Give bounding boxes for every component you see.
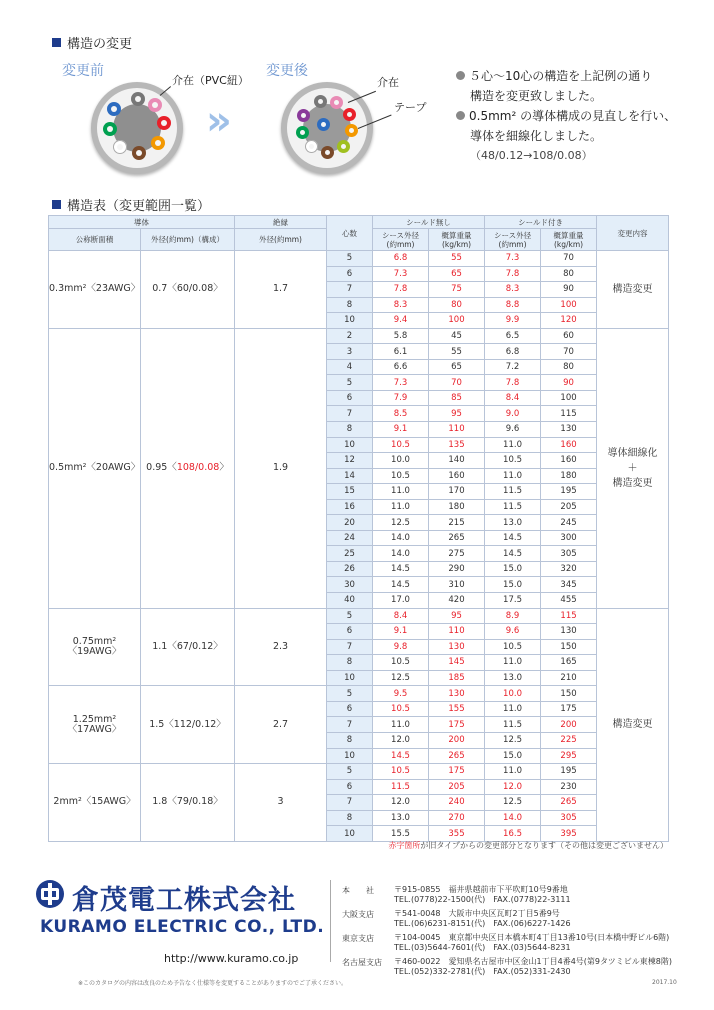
cell-weight-shielded: 295	[541, 748, 597, 764]
cell-sheath-od: 7.3	[373, 266, 429, 282]
note-line-4: 導体を細線化しました。	[470, 129, 603, 143]
cell-weight-shielded: 225	[541, 732, 597, 748]
cell-weight-shielded: 160	[541, 453, 597, 469]
cell-sheath-od-shielded: 8.9	[485, 608, 541, 624]
office-lines	[394, 909, 571, 929]
cell-weight-shielded: 265	[541, 795, 597, 811]
cell-size: 1.25mm²〈17AWG〉	[49, 686, 141, 764]
cell-sheath-od-shielded: 9.0	[485, 406, 541, 422]
catalog-footnote: ※このカタログの内容は改良のため予告なく仕様等を変更することがありますのでご了承ください。	[78, 980, 348, 987]
cell-weight-shielded: 120	[541, 313, 597, 329]
cell-sheath-od: 10.5	[373, 701, 429, 717]
cell-weight: 145	[429, 655, 485, 671]
office-entry	[342, 885, 672, 905]
cell-cores: 20	[327, 515, 373, 531]
note-line-3: 0.5mm² の導体構成の見直しを行い、	[469, 109, 677, 123]
company-name-en: KURAMO ELECTRIC CO., LTD.	[40, 917, 325, 937]
header-change: 変更内容	[597, 216, 669, 251]
cell-sheath-od-shielded: 13.0	[485, 515, 541, 531]
cell-weight-shielded: 200	[541, 717, 597, 733]
square-bullet-icon	[52, 200, 61, 209]
cell-conductor-od-text: 1.1〈67/0.12〉	[152, 640, 223, 652]
note-line-5: （48/0.12→108/0.08）	[470, 149, 593, 162]
cell-sheath-od-shielded: 7.2	[485, 359, 541, 375]
cell-sheath-od-shielded: 11.0	[485, 655, 541, 671]
cell-cores: 5	[327, 375, 373, 391]
cell-weight-shielded: 245	[541, 515, 597, 531]
cell-weight: 185	[429, 670, 485, 686]
cell-weight-shielded: 195	[541, 764, 597, 780]
header-insulation: 絶縁	[235, 216, 327, 229]
cell-weight: 290	[429, 561, 485, 577]
cell-weight: 160	[429, 468, 485, 484]
cell-sheath-od: 9.1	[373, 422, 429, 438]
cell-weight: 45	[429, 328, 485, 344]
cell-cores: 10	[327, 826, 373, 842]
cell-weight-shielded: 195	[541, 484, 597, 500]
cell-sheath-od: 15.5	[373, 826, 429, 842]
cell-weight: 275	[429, 546, 485, 562]
cell-sheath-od: 10.5	[373, 764, 429, 780]
cell-sheath-od: 6.1	[373, 344, 429, 360]
cell-weight: 110	[429, 422, 485, 438]
cell-weight: 85	[429, 390, 485, 406]
office-entry	[342, 957, 672, 977]
cell-sheath-od: 9.5	[373, 686, 429, 702]
cell-sheath-od: 8.4	[373, 608, 429, 624]
cell-sheath-od-shielded: 9.9	[485, 313, 541, 329]
cell-weight: 130	[429, 686, 485, 702]
cell-weight: 175	[429, 717, 485, 733]
table-row	[49, 608, 669, 624]
cell-conductor-od	[141, 328, 235, 608]
cell-conductor-od	[141, 764, 235, 842]
cell-sheath-od: 17.0	[373, 593, 429, 609]
cell-weight-shielded: 80	[541, 266, 597, 282]
cell-cores: 7	[327, 639, 373, 655]
cell-conductor-od	[141, 608, 235, 686]
cell-insulation-od: 1.9	[235, 328, 327, 608]
footer-divider	[330, 880, 331, 962]
cell-weight-shielded: 70	[541, 344, 597, 360]
cell-cores: 7	[327, 406, 373, 422]
cell-weight: 65	[429, 359, 485, 375]
cell-sheath-od: 7.3	[373, 375, 429, 391]
header-insulation-od: 外径(約mm)	[235, 229, 327, 251]
cell-cores: 8	[327, 297, 373, 313]
cell-sheath-od: 10.0	[373, 453, 429, 469]
cell-weight: 420	[429, 593, 485, 609]
cell-sheath-od: 12.5	[373, 670, 429, 686]
office-phone: TEL.(03)5644-7601(代) FAX.(03)5644-8231	[394, 943, 571, 952]
after-label: 変更後	[266, 63, 308, 79]
office-name: 大阪支店	[342, 910, 374, 919]
cell-cores: 6	[327, 779, 373, 795]
cell-sheath-od: 12.0	[373, 795, 429, 811]
cell-cores: 8	[327, 810, 373, 826]
section-structure-table-title	[52, 195, 210, 214]
cell-weight: 100	[429, 313, 485, 329]
office-lines	[394, 885, 571, 905]
table-note	[48, 840, 668, 851]
table-row	[49, 251, 669, 267]
structure-table	[48, 215, 669, 842]
cell-cores: 40	[327, 593, 373, 609]
cell-sheath-od-shielded: 12.0	[485, 779, 541, 795]
cell-sheath-od: 14.5	[373, 561, 429, 577]
cell-sheath-od: 10.5	[373, 655, 429, 671]
company-logo-icon	[36, 880, 64, 908]
cell-cores: 14	[327, 468, 373, 484]
cell-size: 0.75mm²〈19AWG〉	[49, 608, 141, 686]
cell-weight: 55	[429, 344, 485, 360]
section-structure-change-title	[52, 33, 132, 52]
cell-sheath-od: 14.0	[373, 546, 429, 562]
cell-weight-shielded: 130	[541, 422, 597, 438]
cell-cores: 25	[327, 546, 373, 562]
cell-weight: 140	[429, 453, 485, 469]
cell-cores: 6	[327, 701, 373, 717]
cell-sheath-od-shielded: 10.5	[485, 639, 541, 655]
cell-sheath-od-shielded: 7.8	[485, 375, 541, 391]
office-phone: TEL.(0778)22-1500(代) FAX.(0778)22-3111	[394, 895, 571, 904]
cell-sheath-od-shielded: 11.0	[485, 701, 541, 717]
cell-sheath-od: 8.5	[373, 406, 429, 422]
cell-change: 構造変更	[597, 608, 669, 841]
table-row	[49, 686, 669, 702]
header-conductor-od: 外径(約mm)（構成）	[141, 229, 235, 251]
after-tape-callout: テープ	[394, 101, 427, 114]
cell-sheath-od: 14.0	[373, 530, 429, 546]
header-sheath-od: シース外径 (約mm)	[373, 229, 429, 251]
cell-sheath-od-shielded: 7.3	[485, 251, 541, 267]
table-row	[49, 328, 669, 344]
cell-weight: 265	[429, 748, 485, 764]
header-weight-shielded: 概算重量 (kg/km)	[541, 229, 597, 251]
cell-weight-shielded: 210	[541, 670, 597, 686]
cell-weight: 310	[429, 577, 485, 593]
before-filler-callout: 介在（PVC紐）	[172, 74, 249, 87]
cell-change: 導体細線化 ＋ 構造変更	[597, 328, 669, 608]
header-unshielded: シールド無し	[373, 216, 485, 229]
cell-size: 0.5mm²〈20AWG〉	[49, 328, 141, 608]
cell-sheath-od-shielded: 9.6	[485, 624, 541, 640]
cell-weight-shielded: 80	[541, 359, 597, 375]
cell-weight: 110	[429, 624, 485, 640]
cell-sheath-od: 9.4	[373, 313, 429, 329]
cell-cores: 10	[327, 437, 373, 453]
note-line-2: 構造を変更致しました。	[470, 89, 603, 103]
cell-sheath-od: 9.8	[373, 639, 429, 655]
office-address: 〒104-0045 東京都中央区日本橋本町4丁目13番10号(日本橋中野ビル6階)	[394, 933, 670, 942]
office-entry	[342, 909, 672, 929]
cell-insulation-od: 3	[235, 764, 327, 842]
cell-sheath-od: 11.0	[373, 499, 429, 515]
cell-sheath-od: 10.5	[373, 468, 429, 484]
cell-sheath-od-shielded: 10.0	[485, 686, 541, 702]
office-address: 〒460-0022 愛知県名古屋市中区金山1丁目4番4号(第9タツミビル東棟8階)	[394, 957, 672, 966]
cell-cores: 12	[327, 453, 373, 469]
office-name: 東京支店	[342, 934, 374, 943]
header-size: 公称断面積	[49, 229, 141, 251]
cell-cores: 30	[327, 577, 373, 593]
cell-sheath-od-shielded: 15.0	[485, 748, 541, 764]
cell-cores: 5	[327, 251, 373, 267]
cell-sheath-od-shielded: 8.8	[485, 297, 541, 313]
cell-weight-shielded: 90	[541, 282, 597, 298]
cell-weight-shielded: 115	[541, 608, 597, 624]
cell-cores: 3	[327, 344, 373, 360]
cell-weight-shielded: 320	[541, 561, 597, 577]
office-address: 〒915-0855 福井県越前市下平吹町10号9番地	[394, 885, 568, 894]
cell-weight: 205	[429, 779, 485, 795]
section-title-text: 構造の変更	[67, 37, 133, 52]
cell-weight-shielded: 180	[541, 468, 597, 484]
cell-cores: 26	[327, 561, 373, 577]
cell-cores: 16	[327, 499, 373, 515]
cell-weight-shielded: 160	[541, 437, 597, 453]
cell-weight-shielded: 90	[541, 375, 597, 391]
cell-weight-shielded: 150	[541, 686, 597, 702]
cell-sheath-od-shielded: 14.5	[485, 546, 541, 562]
cell-weight-shielded: 100	[541, 297, 597, 313]
company-url-link[interactable]: http://www.kuramo.co.jp	[164, 952, 299, 965]
cell-weight-shielded: 230	[541, 779, 597, 795]
cell-weight-shielded: 395	[541, 826, 597, 842]
cell-cores: 7	[327, 717, 373, 733]
cell-sheath-od: 10.5	[373, 437, 429, 453]
cell-weight-shielded: 305	[541, 546, 597, 562]
square-bullet-icon	[52, 38, 61, 47]
cell-weight-shielded: 165	[541, 655, 597, 671]
cell-weight: 355	[429, 826, 485, 842]
header-weight: 概算重量 (kg/km)	[429, 229, 485, 251]
office-name: 名古屋支店	[342, 958, 382, 967]
cell-weight: 95	[429, 406, 485, 422]
cell-sheath-od-shielded: 17.5	[485, 593, 541, 609]
cell-sheath-od-shielded: 12.5	[485, 795, 541, 811]
cell-sheath-od: 14.5	[373, 748, 429, 764]
cell-insulation-od: 2.7	[235, 686, 327, 764]
structure-table-body	[49, 251, 669, 842]
cell-insulation-od: 1.7	[235, 251, 327, 329]
issue-date: 2017.10	[652, 979, 677, 986]
cell-size: 0.3mm²〈23AWG〉	[49, 251, 141, 329]
cell-sheath-od-shielded: 8.3	[485, 282, 541, 298]
cell-cores: 8	[327, 655, 373, 671]
cell-sheath-od-shielded: 11.0	[485, 764, 541, 780]
cell-sheath-od: 9.1	[373, 624, 429, 640]
cell-weight-shielded: 345	[541, 577, 597, 593]
cell-cores: 6	[327, 624, 373, 640]
cell-weight-shielded: 175	[541, 701, 597, 717]
change-notes	[456, 66, 676, 166]
cell-conductor-od-text: 1.5〈112/0.12〉	[149, 718, 226, 730]
office-lines	[394, 933, 669, 953]
before-label: 変更前	[62, 63, 104, 79]
header-shielded: シールド付き	[485, 216, 597, 229]
cell-weight: 155	[429, 701, 485, 717]
cell-cores: 6	[327, 266, 373, 282]
cell-conductor-od-text: 0.7〈60/0.08〉	[152, 283, 223, 295]
header-cores: 心数	[327, 216, 373, 251]
cell-cores: 24	[327, 530, 373, 546]
cell-weight: 135	[429, 437, 485, 453]
cell-cores: 5	[327, 608, 373, 624]
cell-weight-shielded: 70	[541, 251, 597, 267]
arrow-right-chevron-icon: »	[206, 98, 222, 144]
cell-weight: 95	[429, 608, 485, 624]
cell-sheath-od: 11.0	[373, 484, 429, 500]
cell-sheath-od: 5.8	[373, 328, 429, 344]
office-name: 本 社	[342, 886, 374, 895]
cell-weight-shielded: 130	[541, 624, 597, 640]
cell-sheath-od-shielded: 10.5	[485, 453, 541, 469]
cell-weight: 170	[429, 484, 485, 500]
cell-conductor-od-text: 1.8〈79/0.18〉	[152, 796, 223, 808]
cell-cores: 6	[327, 390, 373, 406]
office-list	[342, 885, 672, 981]
cell-weight: 65	[429, 266, 485, 282]
cell-weight: 55	[429, 251, 485, 267]
cell-sheath-od-shielded: 16.5	[485, 826, 541, 842]
cell-cores: 7	[327, 795, 373, 811]
cell-conductor-od	[141, 251, 235, 329]
cell-sheath-od: 14.5	[373, 577, 429, 593]
cell-weight-shielded: 300	[541, 530, 597, 546]
cell-weight: 200	[429, 732, 485, 748]
bullet-icon	[456, 111, 465, 120]
cell-sheath-od-shielded: 9.6	[485, 422, 541, 438]
cell-sheath-od: 8.3	[373, 297, 429, 313]
cell-change: 構造変更	[597, 251, 669, 329]
office-address: 〒541-0048 大阪市中央区瓦町2丁目5番9号	[394, 909, 560, 918]
cell-weight: 215	[429, 515, 485, 531]
table-note-red: 赤字箇所	[388, 841, 421, 850]
cell-sheath-od: 11.0	[373, 717, 429, 733]
cable-cross-section-before	[91, 82, 183, 174]
cell-weight: 75	[429, 282, 485, 298]
cell-weight: 265	[429, 530, 485, 546]
cell-weight: 130	[429, 639, 485, 655]
cell-sheath-od-shielded: 11.5	[485, 717, 541, 733]
cell-sheath-od-shielded: 15.0	[485, 577, 541, 593]
cell-sheath-od: 11.5	[373, 779, 429, 795]
cell-sheath-od-shielded: 11.5	[485, 499, 541, 515]
cell-weight-shielded: 205	[541, 499, 597, 515]
company-name-jp: 倉茂電工株式会社	[72, 885, 296, 916]
section-title-text: 構造表（変更範囲一覧）	[67, 199, 211, 214]
header-conductor: 導体	[49, 216, 235, 229]
office-lines	[394, 957, 672, 977]
cell-sheath-od-shielded: 7.8	[485, 266, 541, 282]
cell-sheath-od: 7.9	[373, 390, 429, 406]
cell-weight-shielded: 115	[541, 406, 597, 422]
cell-sheath-od: 6.8	[373, 251, 429, 267]
cell-weight: 270	[429, 810, 485, 826]
cell-weight-shielded: 100	[541, 390, 597, 406]
cell-conductor-od-text: 0.95〈	[146, 462, 177, 474]
cell-sheath-od-shielded: 14.0	[485, 810, 541, 826]
table-note-rest: が旧タイプからの変更部分となります（その他は変更ございません）	[420, 841, 668, 850]
cell-weight-shielded: 150	[541, 639, 597, 655]
cell-sheath-od-shielded: 15.0	[485, 561, 541, 577]
cell-cores: 5	[327, 764, 373, 780]
cell-sheath-od: 12.0	[373, 732, 429, 748]
cell-sheath-od-shielded: 6.8	[485, 344, 541, 360]
cell-weight: 240	[429, 795, 485, 811]
table-row	[49, 764, 669, 780]
cell-sheath-od-shielded: 14.5	[485, 530, 541, 546]
cell-sheath-od: 13.0	[373, 810, 429, 826]
office-phone: TEL.(06)6231-8151(代) FAX.(06)6227-1426	[394, 919, 571, 928]
cell-sheath-od-shielded: 6.5	[485, 328, 541, 344]
cell-sheath-od-shielded: 8.4	[485, 390, 541, 406]
bullet-icon	[456, 71, 465, 80]
cell-cores: 10	[327, 748, 373, 764]
cell-cores: 15	[327, 484, 373, 500]
cell-cores: 2	[327, 328, 373, 344]
cell-cores: 7	[327, 282, 373, 298]
cell-sheath-od: 12.5	[373, 515, 429, 531]
after-filler-callout: 介在	[377, 76, 399, 89]
cell-cores: 8	[327, 422, 373, 438]
cell-weight-shielded: 455	[541, 593, 597, 609]
cell-weight: 175	[429, 764, 485, 780]
cell-weight: 80	[429, 297, 485, 313]
cell-conductor-od	[141, 686, 235, 764]
cell-cores: 4	[327, 359, 373, 375]
cell-sheath-od: 6.6	[373, 359, 429, 375]
cell-size: 2mm²〈15AWG〉	[49, 764, 141, 842]
cell-weight: 180	[429, 499, 485, 515]
cell-cores: 10	[327, 670, 373, 686]
cell-conductor-od-changed: 108/0.08	[176, 462, 220, 474]
cell-cores: 8	[327, 732, 373, 748]
cell-sheath-od: 7.8	[373, 282, 429, 298]
cell-weight: 70	[429, 375, 485, 391]
cell-cores: 10	[327, 313, 373, 329]
cell-sheath-od-shielded: 11.0	[485, 468, 541, 484]
cell-weight-shielded: 60	[541, 328, 597, 344]
cell-weight-shielded: 305	[541, 810, 597, 826]
cell-sheath-od-shielded: 11.0	[485, 437, 541, 453]
cell-sheath-od-shielded: 13.0	[485, 670, 541, 686]
cell-sheath-od-shielded: 12.5	[485, 732, 541, 748]
cell-conductor-od-tail: 〉	[219, 462, 229, 474]
office-entry	[342, 933, 672, 953]
office-phone: TEL.(052)332-2781(代) FAX.(052)331-2430	[394, 967, 571, 976]
note-line-1: ５心～10心の構造を上記例の通り	[469, 69, 653, 83]
header-sheath-od-shielded: シース外径 (約mm)	[485, 229, 541, 251]
cell-sheath-od-shielded: 11.5	[485, 484, 541, 500]
cell-cores: 5	[327, 686, 373, 702]
cell-insulation-od: 2.3	[235, 608, 327, 686]
